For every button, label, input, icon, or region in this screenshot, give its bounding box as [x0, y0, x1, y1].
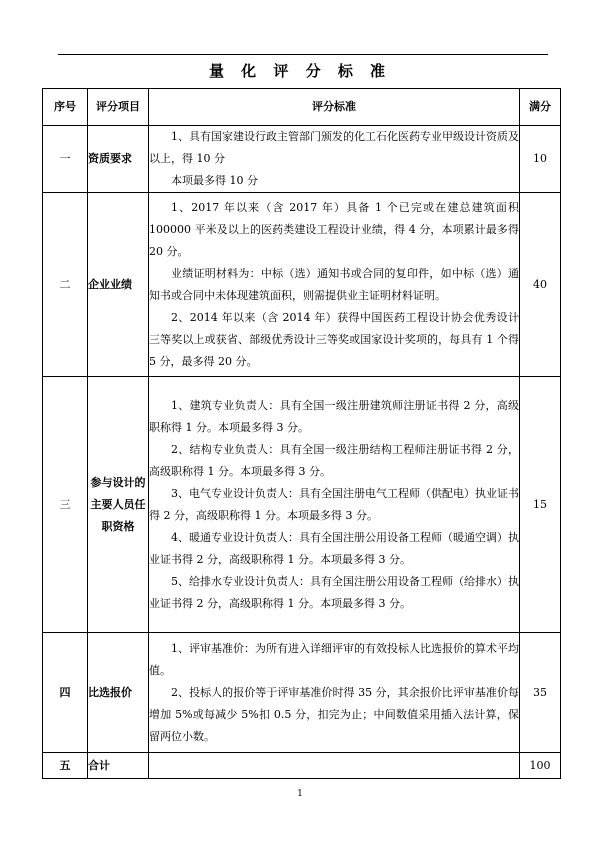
criteria-paragraph: 业绩证明材料为：中标（选）通知书或合同的复印件，如中标（选）通知书或合同中未体现建筑面积，则需提供业主证明材料证明。: [149, 266, 519, 302]
criteria-paragraph: 4、暖通专业设计负责人：具有全国注册公用设备工程师（暖通空调）执业证书得 2 分，高级职称得 1 分。本项最多得 3 分。: [149, 530, 519, 566]
table-header-row: [43, 89, 561, 126]
row-item: 合计: [88, 753, 149, 779]
row-number: 二: [43, 193, 88, 377]
row-number: 四: [43, 633, 88, 753]
row-item: 比选报价: [88, 633, 149, 753]
table-row: [43, 193, 561, 377]
criteria-paragraph: 1、具有国家建设行政主管部门颁发的化工石化医药专业甲级设计资质及以上，得 10 分: [149, 130, 519, 165]
row-max-score: 35: [520, 633, 561, 753]
row-criteria: [149, 633, 520, 753]
row-number: 五: [43, 753, 88, 779]
row-max-score: 15: [520, 377, 561, 633]
row-criteria: [149, 193, 520, 377]
row-number: 一: [43, 126, 88, 193]
criteria-paragraph: 本项最多得 10 分: [171, 174, 258, 187]
table-row: [43, 753, 561, 779]
row-criteria: [149, 753, 520, 779]
criteria-paragraph: 3、电气专业设计负责人：具有全国注册电气工程师（供配电）执业证书得 2 分，高级职称得 1 分。本项最多得 3 分。: [149, 486, 519, 522]
criteria-paragraph: 1、建筑专业负责人：具有全国一级注册建筑师注册证书得 2 分，高级职称得 1 分。本项最多得 3 分。: [149, 398, 519, 434]
row-criteria: [149, 126, 520, 193]
table-row: [43, 126, 561, 193]
row-max-score: 100: [520, 753, 561, 779]
header-no: 序号: [43, 89, 88, 126]
table-row: [43, 633, 561, 753]
criteria-paragraph: 2、结构专业负责人：具有全国一级注册结构工程师注册证书得 2 分，高级职称得 1 分。本项最多得 3 分。: [149, 442, 519, 478]
header-max: 满分: [520, 89, 561, 126]
header-criteria: 评分标准: [149, 89, 520, 126]
row-item: 参与设计的主要人员任职资格: [88, 377, 149, 633]
header-item: 评分项目: [88, 89, 149, 126]
criteria-paragraph: 1、2017 年以来（含 2017 年）具备 1 个已完或在建总建筑面积 100000 平米及以上的医药类建设工程设计业绩，得 4 分，本项累计最多得 20 分。: [149, 200, 519, 258]
criteria-paragraph: 1、评审基准价：为所有进入详细评审的有效投标人比选报价的算术平均值。: [149, 641, 519, 677]
table-row: [43, 377, 561, 633]
row-criteria: [149, 377, 520, 633]
header-rule: [58, 54, 548, 55]
row-number: 三: [43, 377, 88, 633]
row-max-score: 40: [520, 193, 561, 377]
scoring-table: [42, 88, 561, 779]
criteria-paragraph: 2、2014 年以来（含 2014 年）获得中国医药工程设计协会优秀设计三等奖以上或获省、部级优秀设计三等奖或国家设计奖项的，每具有 1 个得 5 分，最多得 20 分。: [149, 310, 519, 368]
row-max-score: 10: [520, 126, 561, 193]
row-item: 资质要求: [88, 126, 149, 193]
criteria-paragraph: 2、投标人的报价等于评审基准价时得 35 分，其余报价比评审基准价每增加 5%或每减少 5%扣 0.5 分，扣完为止；中间数值采用插入法计算，保留两位小数。: [149, 685, 519, 743]
page-number: 1: [297, 789, 303, 799]
document-title: 量 化 评 分 标 准: [208, 62, 392, 80]
row-item: 企业业绩: [88, 193, 149, 377]
criteria-paragraph: 5、给排水专业设计负责人：具有全国注册公用设备工程师（给排水）执业证书得 2 分，高级职称得 1 分。本项最多得 3 分。: [149, 574, 519, 610]
